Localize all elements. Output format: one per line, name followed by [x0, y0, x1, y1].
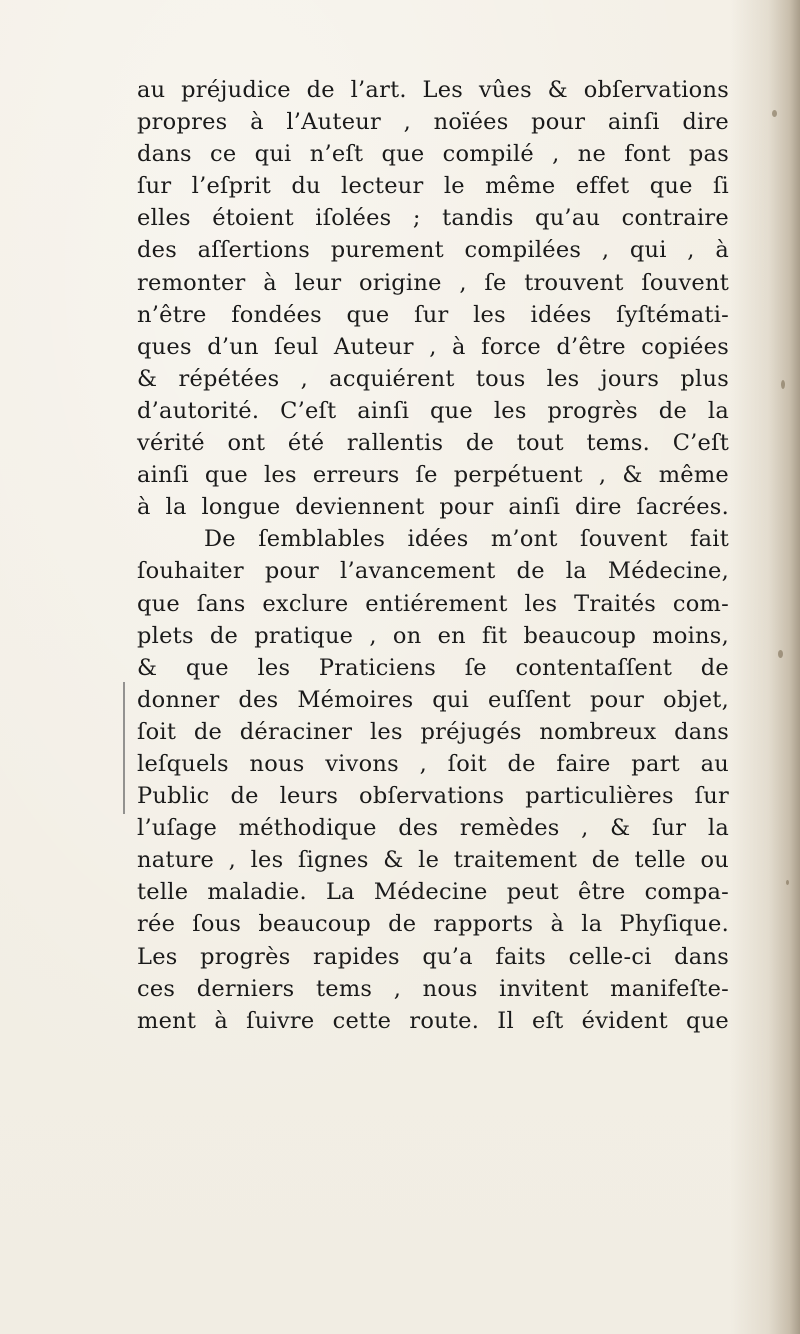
text-line: des aſſertions purement compilées , qui , à — [137, 237, 729, 264]
text-line: & répétées , acquiérent tous les jours plus — [137, 365, 729, 392]
text-line: Les progrès rapides qu’a faits celle-ci dans — [137, 943, 729, 970]
text-line: Public de leurs obſervations particulières ſur — [137, 783, 729, 810]
ink-speck — [786, 880, 789, 885]
text-line: ment à ſuivre cette route. Il eſt évident que — [137, 1007, 729, 1034]
text-line: ques d’un ſeul Auteur , à force d’être copiées — [137, 333, 729, 360]
text-line: n’être fondées que ſur les idées ſyſtémati- — [137, 301, 729, 328]
text-line: vérité ont été rallentis de tout tems. C’eſt — [137, 430, 729, 457]
text-line: au préjudice de l’art. Les vûes & obſervations — [137, 77, 729, 103]
page-edge-shadow — [730, 0, 800, 1334]
text-line: ainſi que les erreurs ſe perpétuent , & même — [137, 462, 729, 489]
text-line: ſouhaiter pour l’avancement de la Médecine, — [137, 558, 729, 585]
ink-speck — [772, 110, 777, 117]
text-line: elles étoient iſolées ; tandis qu’au contraire — [137, 205, 729, 232]
ink-speck — [781, 380, 785, 389]
text-line: donner des Mémoires qui euſſent pour objet, — [137, 686, 729, 713]
text-line: propres à l’Auteur , noïées pour ainſi dire — [137, 109, 729, 136]
text-line: remonter à leur origine , ſe trouvent ſouvent — [137, 269, 729, 296]
text-line: telle maladie. La Médecine peut être compa- — [137, 879, 729, 906]
text-line: d’autorité. C’eſt ainſi que les progrès de la — [137, 397, 729, 424]
margin-mark — [123, 682, 125, 814]
text-line: plets de pratique , on en fit beaucoup moins, — [137, 622, 729, 649]
text-line: à la longue deviennent pour ainſi dire ſacrées. — [137, 494, 729, 521]
text-line: ſur l’eſprit du lecteur le même effet que ſi — [137, 173, 729, 200]
text-line: ſoit de déraciner les préjugés nombreux dans — [137, 718, 729, 745]
text-line: & que les Praticiens ſe contentaſſent de — [137, 654, 729, 681]
text-line: rée ſous beaucoup de rapports à la Phyſique. — [137, 911, 729, 938]
text-line: l’uſage méthodique des remèdes , & ſur la — [137, 815, 729, 842]
text-line: ces derniers tems , nous invitent manifeſte- — [137, 975, 729, 1002]
text-line: leſquels nous vivons , ſoit de faire part au — [137, 750, 729, 777]
body-text — [137, 74, 729, 1037]
text-line: nature , les ſignes & le traitement de telle ou — [137, 847, 729, 874]
text-line: dans ce qui n’eſt que compilé , ne font pas — [137, 141, 729, 168]
text-line: De ſemblables idées m’ont ſouvent fait — [137, 526, 729, 553]
text-line: que ſans exclure entiérement les Traités com- — [137, 590, 729, 617]
ink-speck — [778, 650, 783, 658]
